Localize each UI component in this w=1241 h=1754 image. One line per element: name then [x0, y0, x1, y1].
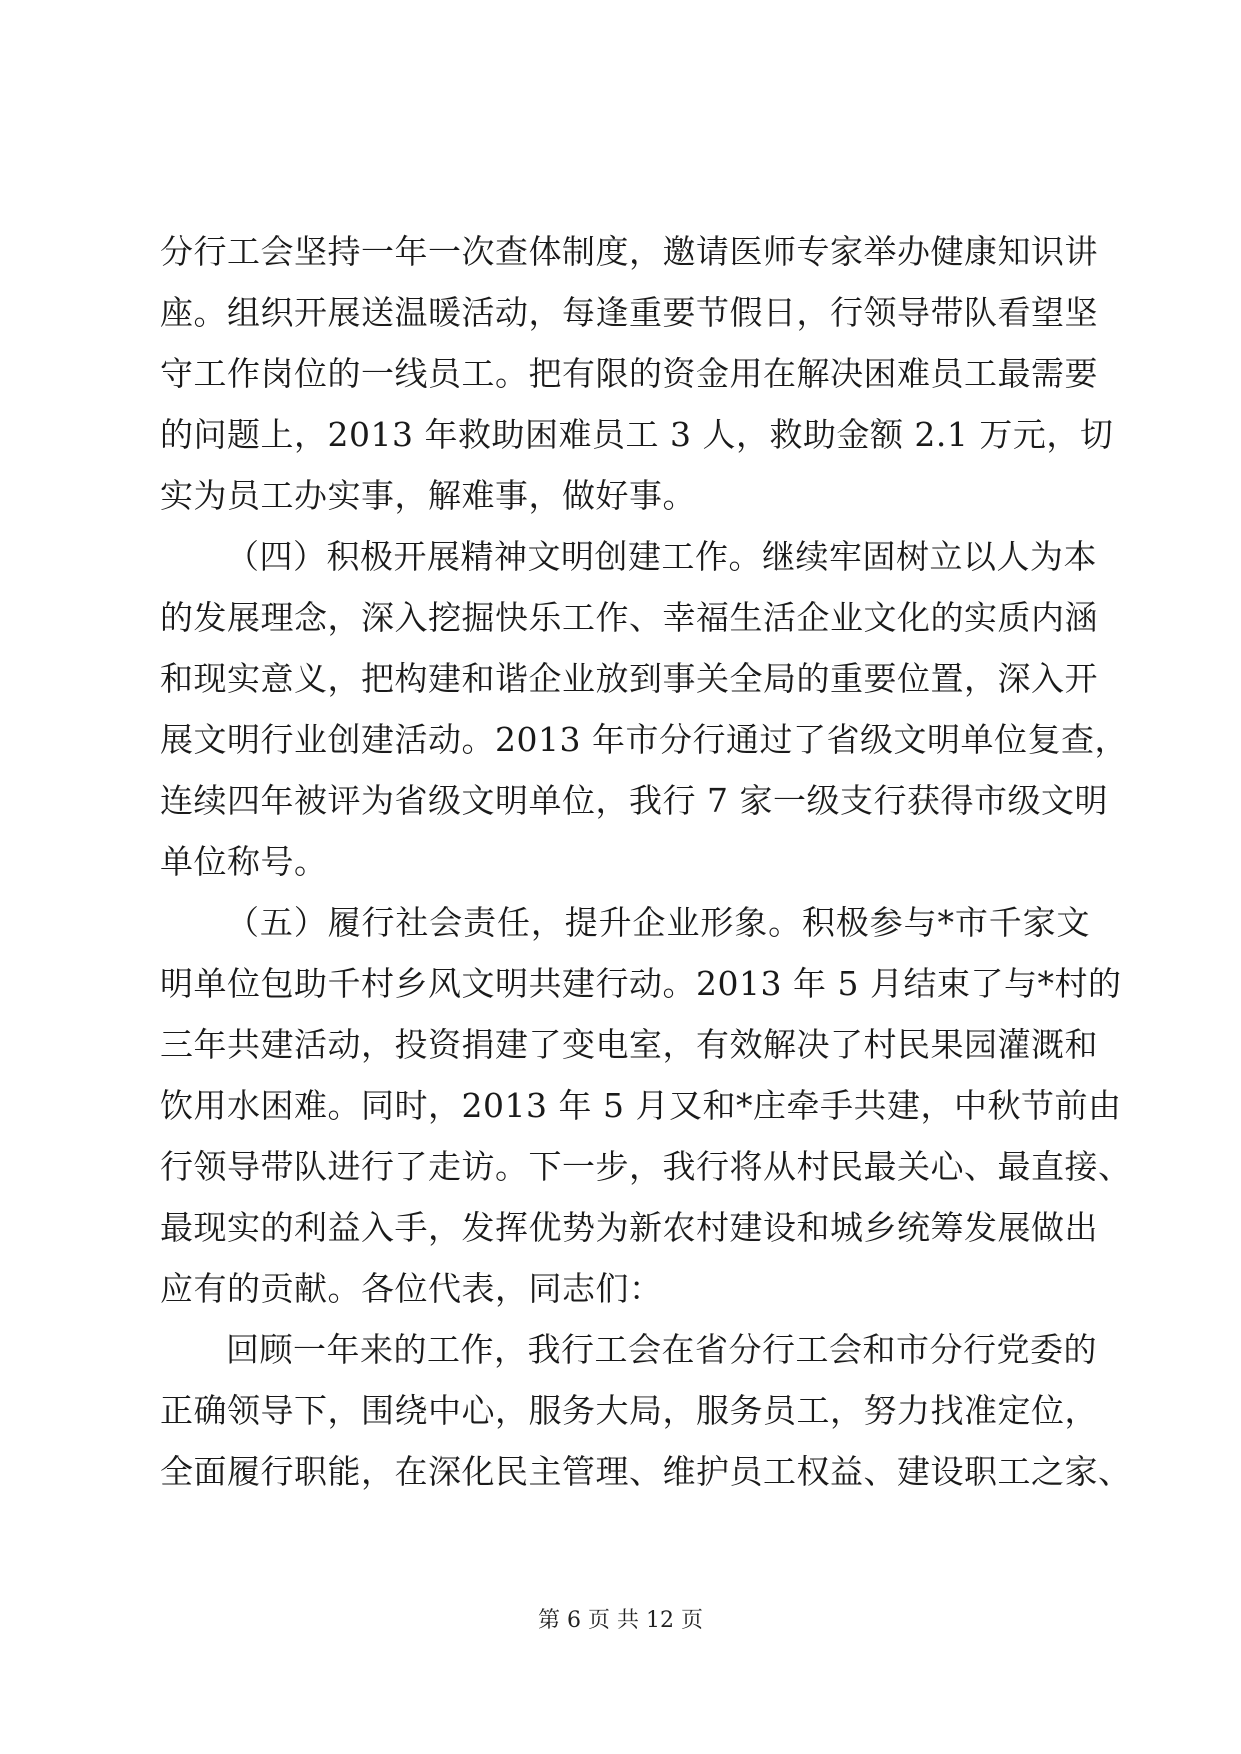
text-line: 分行工会坚持一年一次查体制度，邀请医师专家举办健康知识讲: [160, 232, 1098, 271]
text-line: 连续四年被评为省级文明单位，我行 7 家一级支行获得市级文明: [160, 781, 1108, 820]
text-line: 展文明行业创建活动。2013 年市分行通过了省级文明单位复查，: [160, 720, 1128, 759]
text-line: 饮用水困难。同时，2013 年 5 月又和*庄牵手共建，中秋节前由: [160, 1086, 1122, 1125]
page-number: 第 6 页 共 12 页: [538, 1608, 703, 1633]
text-line: 和现实意义，把构建和谐企业放到事关全局的重要位置，深入开: [160, 659, 1098, 698]
text-line: 座。组织开展送温暖活动，每逢重要节假日，行领导带队看望坚: [160, 293, 1098, 332]
text-line: 明单位包助千村乡风文明共建行动。2013 年 5 月结束了与*村的: [160, 964, 1122, 1003]
text-line: 正确领导下，围绕中心，服务大局，服务员工，努力找准定位，: [160, 1391, 1098, 1430]
text-line: 单位称号。: [160, 842, 328, 881]
text-line: 全面履行职能，在深化民主管理、维护员工权益、建设职工之家、: [160, 1452, 1132, 1491]
text-line: 应有的贡献。各位代表，同志们：: [160, 1269, 663, 1308]
text-line: 行领导带队进行了走访。下一步，我行将从村民最关心、最直接、: [160, 1147, 1132, 1186]
document-body: [160, 221, 1132, 1502]
text-line: 实为员工办实事，解难事，做好事。: [160, 476, 696, 515]
text-line: 的问题上，2013 年救助困难员工 3 人，救助金额 2.1 万元，切: [160, 415, 1114, 454]
text-line: 回顾一年来的工作，我行工会在省分行工会和市分行党委的: [226, 1330, 1097, 1369]
page-footer: [0, 1606, 1241, 1636]
text-line: 最现实的利益入手，发挥优势为新农村建设和城乡统筹发展做出: [160, 1208, 1098, 1247]
text-line: （五）履行社会责任，提升企业形象。积极参与*市千家文: [226, 903, 1090, 942]
text-line: 守工作岗位的一线员工。把有限的资金用在解决困难员工最需要: [160, 354, 1098, 393]
text-line: 的发展理念，深入挖掘快乐工作、幸福生活企业文化的实质内涵: [160, 598, 1098, 637]
text-line: 三年共建活动，投资捐建了变电室，有效解决了村民果园灌溉和: [160, 1025, 1098, 1064]
text-line: （四）积极开展精神文明创建工作。继续牢固树立以人为本: [226, 537, 1097, 576]
